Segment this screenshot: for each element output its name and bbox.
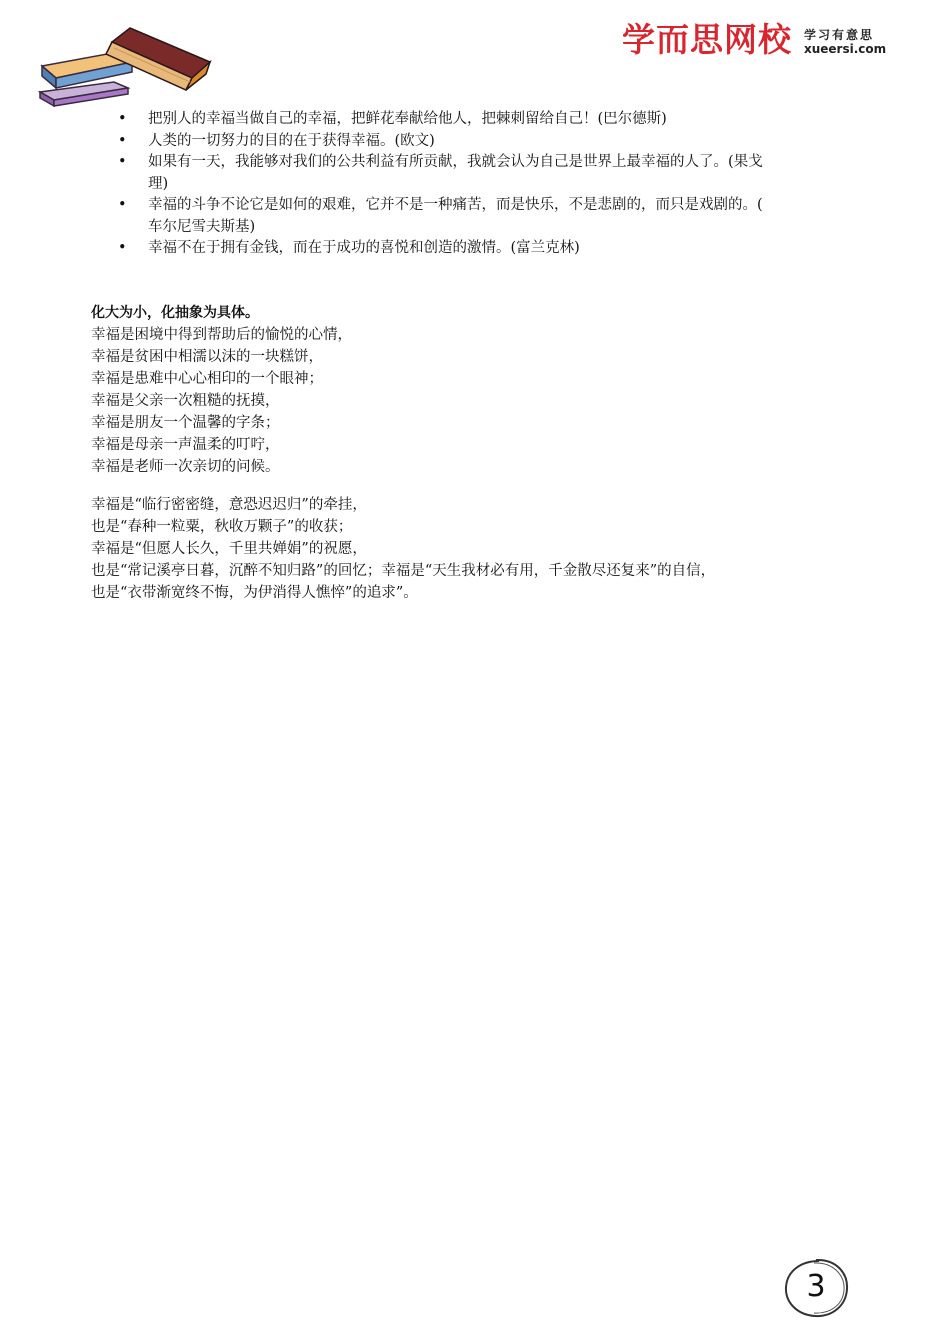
paragraph-line: 幸福是困境中得到帮助后的愉悦的心情， xyxy=(91,327,352,343)
quote-text: 人类的一切努力的目的在于获得幸福。(欧文) xyxy=(148,132,435,149)
paragraph-line: 幸福是“但愿人长久，千里共婵娟”的祝愿， xyxy=(91,541,367,557)
bullet-icon: • xyxy=(118,197,127,213)
page-number-text: 3 xyxy=(806,1269,826,1304)
paragraph-line: 幸福是朋友一个温馨的字条； xyxy=(91,415,280,431)
brand-name: 学而思网校 xyxy=(622,20,792,59)
brand-url: xueersi.com xyxy=(804,42,887,56)
quote-item xyxy=(90,109,865,131)
paragraph-line: 幸福是老师一次亲切的问候。 xyxy=(91,459,280,475)
quote-text-line: 如果有一天，我能够对我们的公共利益有所贡献，我就会认为自己是世界上最幸福的人了。(果戈 xyxy=(148,154,763,170)
paragraph-line: 幸福是贫困中相濡以沫的一块糕饼， xyxy=(91,349,323,365)
paragraph-line: 也是“常记溪亭日暮，沉醉不知归路”的回忆；幸福是“天生我材必有用，千金散尽还复来”的自信， xyxy=(91,563,716,579)
quote-text-line: 车尔尼雪夫斯基) xyxy=(148,218,256,235)
quote-item xyxy=(90,152,865,195)
quote-list xyxy=(90,109,865,260)
section-title: 化大为小，化抽象为具体。 xyxy=(91,305,259,321)
quote-text: 幸福不在于拥有金钱，而在于成功的喜悦和创造的激情。(富兰克林) xyxy=(148,240,580,256)
paragraph-line: 幸福是母亲一声温柔的叮咛， xyxy=(91,437,280,453)
brand-slogan: 学习有意思 xyxy=(804,28,875,42)
quote-item xyxy=(90,195,865,238)
quote-text-line: 幸福的斗争不论它是如何的艰难，它并不是一种痛苦，而是快乐，不是悲剧的，而只是戏剧的。( xyxy=(148,197,763,213)
paragraph-line: 幸福是患难中心心相印的一个眼神； xyxy=(91,371,323,387)
bullet-icon: • xyxy=(118,111,127,127)
quote-text-line: 理) xyxy=(148,175,169,192)
bullet-icon: • xyxy=(118,154,127,170)
page-number xyxy=(781,1256,851,1320)
bullet-icon: • xyxy=(118,240,127,256)
paragraph-line: 幸福是“临行密密缝，意恐迟迟归”的牵挂， xyxy=(91,497,367,513)
bullet-icon: • xyxy=(118,132,127,149)
paragraph-line: 也是“衣带渐宽终不悔，为伊消得人憔悴”的追求”。 xyxy=(91,585,418,601)
quote-text: 把别人的幸福当做自己的幸福，把鲜花奉献给他人，把棘刺留给自己！(巴尔德斯) xyxy=(148,111,667,127)
stacked-books-icon xyxy=(34,22,214,112)
paragraph-line: 也是“春种一粒粟，秋收万颗子”的收获； xyxy=(91,519,353,535)
quote-item xyxy=(90,131,865,153)
section-concrete-happiness xyxy=(91,302,871,478)
section-poetic-happiness xyxy=(91,494,871,604)
paragraph-line: 幸福是父亲一次粗糙的抚摸， xyxy=(91,393,280,409)
quote-item xyxy=(90,238,865,260)
